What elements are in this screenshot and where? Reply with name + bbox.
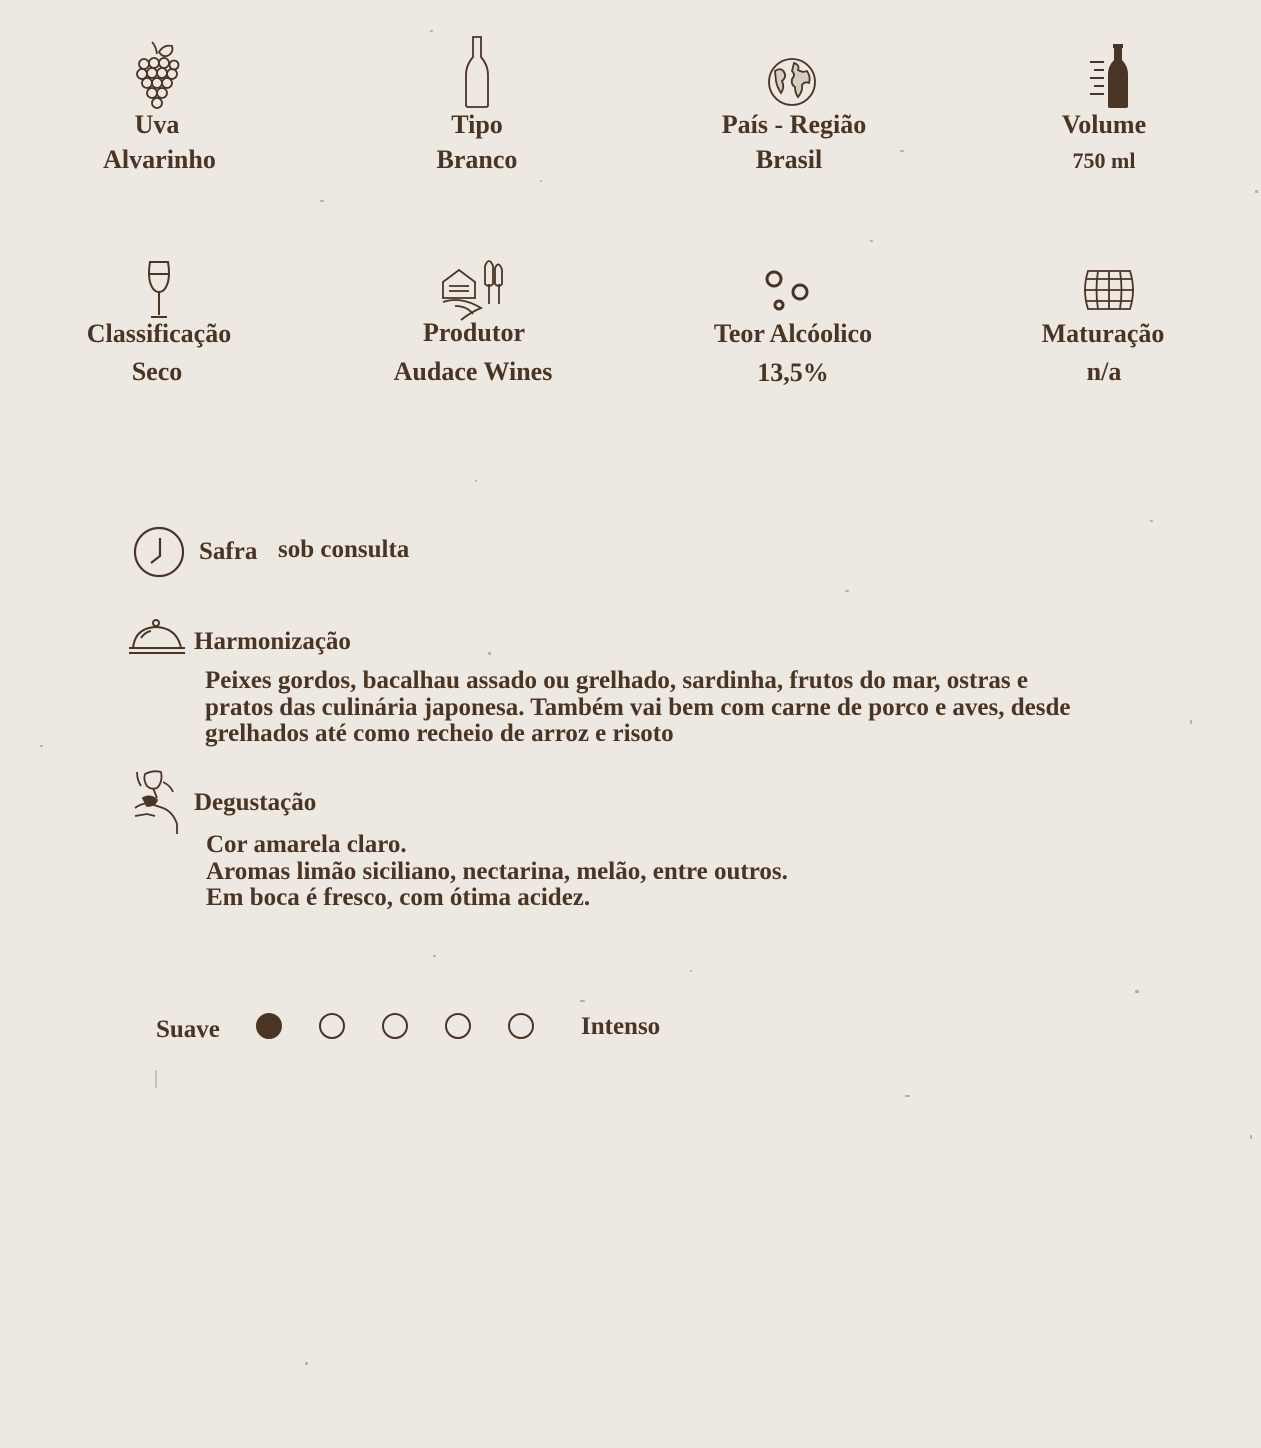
clock-icon (133, 526, 185, 578)
paper-speck (40, 745, 43, 747)
degustacao-line: Aromas limão siciliano, nectarina, melão, entre outros. (206, 857, 788, 885)
attribute-value: 13,5% (757, 358, 829, 387)
attribute-label: Tipo (451, 110, 503, 139)
paper-speck (580, 1000, 585, 1002)
paper-speck (155, 1070, 157, 1088)
bottle-volume-icon (1088, 42, 1132, 110)
attribute-label: Classificação (86, 319, 232, 348)
paper-speck (870, 240, 873, 242)
harmonizacao-line: pratos das culinária japonesa. Também vai bem com carne de porco e aves, desde (205, 693, 1071, 721)
attribute-value: 750 ml (1072, 148, 1136, 173)
intensity-max-label: Intenso (581, 1013, 661, 1040)
intensity-dot (319, 1013, 345, 1039)
safra-label: Safra (199, 538, 258, 565)
vineyard-icon (441, 258, 507, 322)
harmonizacao-line: Peixes gordos, bacalhau assado ou grelhado, sardinha, frutos do mar, ostras e (205, 667, 1028, 694)
paper-speck (433, 955, 436, 957)
barrel-icon (1080, 269, 1138, 311)
paper-speck (1250, 1135, 1252, 1139)
attribute-value: Alvarinho (103, 145, 216, 174)
paper-speck (305, 1362, 308, 1365)
tasting-hand-icon (133, 768, 183, 836)
degustacao-text (206, 832, 788, 912)
attribute-value: Seco (131, 357, 183, 386)
attribute-uva (37, 0, 277, 190)
paper-speck (1150, 520, 1153, 522)
attribute-value: Brasil (755, 145, 823, 174)
paper-speck (475, 480, 477, 482)
attribute-volume (984, 0, 1224, 190)
paper-speck (488, 652, 491, 655)
cloche-icon (127, 618, 187, 658)
globe-icon (767, 57, 817, 107)
harmonizacao-title: Harmonização (194, 628, 351, 655)
attribute-maturacao (983, 255, 1223, 395)
paper-speck (845, 590, 849, 592)
degustacao-line: Cor amarela claro. (206, 831, 407, 858)
paper-speck (690, 970, 692, 972)
intensity-dot (508, 1013, 534, 1039)
paper-speck (905, 1095, 910, 1097)
paper-speck (1135, 990, 1139, 993)
attribute-label: País - Região (721, 110, 867, 139)
paper-speck (320, 200, 324, 202)
harmonizacao-line: grelhados até como recheio de arroz e risoto (205, 720, 674, 747)
attribute-label: Maturação (1041, 319, 1165, 348)
degustacao-title: Degustação (194, 789, 317, 816)
attribute-value: Audace Wines (393, 357, 553, 386)
attribute-tipo (357, 0, 597, 190)
safra-value: sob consulta (278, 536, 410, 563)
bottle-outline-icon (464, 35, 490, 109)
degustacao-line: Em boca é fresco, com ótima acidez. (206, 884, 591, 911)
attribute-pais-regiao (672, 0, 912, 190)
bubbles-icon (764, 267, 814, 313)
paper-speck (1255, 190, 1258, 193)
attribute-label: Teor Alcóolico (713, 319, 873, 348)
intensity-dot (445, 1013, 471, 1039)
attribute-classificacao (39, 255, 279, 395)
attribute-value: n/a (1086, 357, 1122, 386)
attribute-label: Produtor (422, 318, 526, 347)
attribute-label: Volume (1061, 110, 1147, 139)
attribute-produtor (354, 255, 594, 395)
grapes-icon (134, 40, 180, 110)
intensity-dot (256, 1013, 282, 1039)
wine-glass-icon (146, 260, 172, 320)
harmonizacao-text (205, 668, 1071, 748)
paper-speck (1190, 720, 1192, 724)
intensity-dot (382, 1013, 408, 1039)
attribute-label: Uva (134, 110, 180, 139)
attribute-value: Branco (436, 145, 518, 174)
intensity-min-label: Suave (156, 1016, 220, 1043)
attribute-teor-alcoolico (673, 255, 913, 395)
